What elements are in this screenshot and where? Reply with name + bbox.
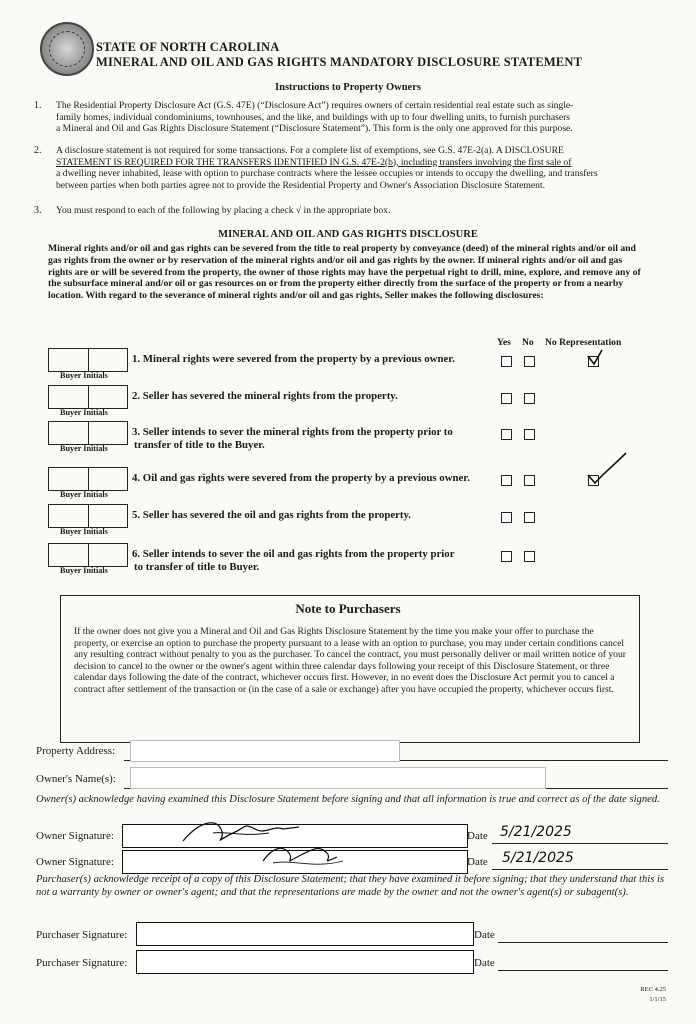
buyer-initials-label: Buyer Initials [60, 490, 108, 499]
checkbox-no[interactable] [524, 356, 535, 367]
checkbox-no[interactable] [524, 512, 535, 523]
checkbox-yes[interactable] [501, 429, 512, 440]
owner-date-line-2 [492, 869, 668, 870]
disclosure-item-2 [132, 390, 492, 403]
checkbox-yes[interactable] [501, 475, 512, 486]
instructions-title: Instructions to Property Owners [275, 82, 421, 93]
col-no-representation: No Representation [545, 337, 622, 348]
owners-name-label: Owner's Name(s): [36, 773, 116, 785]
disclosure-item-text: transfer of title to the Buyer. [134, 438, 265, 451]
instruction-1-line-3: a Mineral and Oil and Gas Rights Disclosure Statement (“Disclosure Statement”). This form is the only one approved for this purpose. [56, 123, 573, 135]
buyer-initials-cell[interactable] [89, 544, 128, 566]
purchaser-date-line-1 [498, 942, 668, 943]
buyer-initials-label: Buyer Initials [60, 527, 108, 536]
buyer-initials-cell[interactable] [89, 468, 128, 490]
buyer-initials-box[interactable] [48, 348, 128, 372]
disclosure-item-text: 6. Seller intends to sever the oil and gas rights from the property prior [132, 548, 455, 560]
form-revision: 1/1/15 [649, 996, 666, 1003]
instruction-1-number: 1. [34, 100, 42, 111]
buyer-initials-cell[interactable] [49, 386, 89, 408]
header-form-title: MINERAL AND OIL AND GAS RIGHTS MANDATORY DISCLOSURE STATEMENT [96, 55, 583, 69]
checkbox-yes[interactable] [501, 512, 512, 523]
instruction-3-number: 3. [34, 205, 42, 216]
buyer-initials-box[interactable] [48, 467, 128, 491]
purchaser-signature-label-1: Purchaser Signature: [36, 929, 128, 941]
owner-date-line-1 [492, 843, 668, 844]
buyer-initials-cell[interactable] [49, 468, 89, 490]
state-seal-icon [40, 22, 94, 76]
checkbox-yes[interactable] [501, 393, 512, 404]
purchaser-acknowledgement: Purchaser(s) acknowledge receipt of a copy of this Disclosure Statement; that they have examined it before signing; that they understand that this is not a warranty by owner or owner's agent; and that the representations are made by the owner and not the owner's agent(s) or subagent(s). [36, 874, 665, 898]
checkbox-no[interactable] [524, 551, 535, 562]
instruction-2 [56, 145, 664, 191]
instruction-1 [56, 100, 664, 135]
property-address-label: Property Address: [36, 745, 116, 757]
buyer-initials-label: Buyer Initials [60, 566, 108, 575]
buyer-initials-cell[interactable] [89, 386, 128, 408]
disclosure-item-text: 4. Oil and gas rights were severed from the property by a previous owner. [132, 472, 470, 484]
purchaser-date-line-2 [498, 970, 668, 971]
instruction-3: You must respond to each of the following by placing a check √ in the appropriate box. [56, 205, 391, 216]
purchaser-signature-2[interactable] [136, 950, 474, 974]
disclosure-item-text: 2. Seller has severed the mineral rights from the property. [132, 390, 398, 402]
buyer-initials-cell[interactable] [49, 422, 89, 444]
form-code: REC 4.25 [640, 986, 666, 993]
disclosure-item-text: 3. Seller intends to sever the mineral rights from the property prior to [132, 426, 453, 438]
checkbox-yes[interactable] [501, 356, 512, 367]
buyer-initials-cell[interactable] [89, 505, 128, 527]
checkbox-yes[interactable] [501, 551, 512, 562]
owner-date-label-1: Date [467, 830, 488, 842]
disclosure-item-text: 5. Seller has severed the oil and gas rights from the property. [132, 509, 412, 521]
disclosure-item-4 [132, 472, 492, 485]
header-state: STATE OF NORTH CAROLINA [96, 40, 280, 54]
instruction-1-line-1: The Residential Property Disclosure Act (G.S. 47E) (“Disclosure Act”) requires owners of certain residential real estate such as single- [56, 100, 574, 111]
instruction-2-line-4: between parties when both parties agree not to provide the Residential Property and Owner's Association Disclosure Statement. [56, 179, 546, 191]
purchaser-date-label-1: Date [474, 929, 495, 941]
purchaser-signature-1[interactable] [136, 922, 474, 946]
buyer-initials-cell[interactable] [49, 505, 89, 527]
instruction-2-line-1: A disclosure statement is not required for some transactions. For a complete list of exemptions, see G.S. 47E-2(a). A DISCLOSURE [56, 145, 564, 156]
purchaser-date-label-2: Date [474, 957, 495, 969]
disclosure-item-1 [132, 353, 492, 366]
disclosure-item-text: to transfer of title to Buyer. [134, 560, 260, 573]
checkbox-no[interactable] [524, 429, 535, 440]
owner-date-value-1: 5/21/2025 [500, 824, 572, 840]
owners-name-input[interactable] [130, 767, 546, 789]
buyer-initials-cell[interactable] [89, 422, 128, 444]
owner-signature-2[interactable] [122, 850, 468, 874]
owner-date-label-2: Date [467, 856, 488, 868]
buyer-initials-label: Buyer Initials [60, 444, 108, 453]
instruction-2-line-2: STATEMENT IS REQUIRED FOR THE TRANSFERS IDENTIFIED IN G.S. 47E-2(b), including transfers involving the first sale of [56, 156, 572, 168]
checkmark-icon [584, 332, 634, 368]
buyer-initials-box[interactable] [48, 543, 128, 567]
disclosure-paragraph: Mineral rights and/or oil and gas rights can be severed from the title to real property by conveyance (deed) of the mineral rights and/or oil and gas rights from the owner or by reservation of the mineral rights and/or oil and gas rights by the owner. If mineral rights and/or oil and gas rights are or will be severed from the property, the owner of those rights may have the perpetual right to drill, mine, explore, and remove any of the subsurface mineral and/or oil or gas resources on or from the property either directly from the surface of the property or from a nearby location. With regard to the severance of mineral rights and/or oil and gas rights, Seller makes the following disclosures: [48, 243, 641, 302]
checkmark-icon [584, 451, 634, 487]
owner-signature-label-1: Owner Signature: [36, 830, 114, 842]
buyer-initials-box[interactable] [48, 421, 128, 445]
owner-date-value-2: 5/21/2025 [502, 850, 574, 866]
col-yes: Yes [497, 337, 511, 348]
instruction-2-number: 2. [34, 145, 42, 156]
note-paragraph: If the owner does not give you a Mineral and Oil and Gas Rights Disclosure Statement by the time you make your offer to purchase the property, or exercise an option to purchase the property pursuant to a lease with an option to purchase, you may under certain conditions cancel any resulting contract without penalty to you as the purchaser. To cancel the contract, you must personally deliver or mail written notice of your decision to cancel to the owner or the owner's agent within three calendar days following your receipt of this Disclosure Statement, or three calendar days following the date of the contract, whichever occurs first. However, in no event does the Disclosure Act permit you to cancel a contract after settlement of the transaction or (in the case of a sale or exchange) after you have occupied the property, whichever occurs first. [74, 626, 626, 695]
instruction-2-line-3: a dwelling never inhabited, lease with option to purchase contracts where the lessee occupies or intends to occupy the dwelling, and transfers [56, 168, 598, 180]
property-address-input[interactable] [130, 740, 400, 762]
disclosure-title: MINERAL AND OIL AND GAS RIGHTS DISCLOSURE [218, 229, 478, 240]
buyer-initials-box[interactable] [48, 385, 128, 409]
col-no: No [522, 337, 534, 348]
owner-signature-1-drawing [123, 819, 467, 843]
buyer-initials-cell[interactable] [49, 349, 89, 371]
owner-signature-2-drawing [123, 843, 467, 867]
checkbox-no[interactable] [524, 475, 535, 486]
buyer-initials-cell[interactable] [89, 349, 128, 371]
instruction-1-line-2: family homes, individual condominiums, townhouses, and the like, and buildings with up to four dwelling units, to furnish purchasers [56, 111, 571, 123]
buyer-initials-box[interactable] [48, 504, 128, 528]
buyer-initials-label: Buyer Initials [60, 371, 108, 380]
purchaser-signature-label-2: Purchaser Signature: [36, 957, 128, 969]
checkbox-no[interactable] [524, 393, 535, 404]
buyer-initials-cell[interactable] [49, 544, 89, 566]
disclosure-item-5 [132, 509, 492, 522]
buyer-initials-label: Buyer Initials [60, 408, 108, 417]
disclosure-item-6 [132, 548, 492, 573]
disclosure-item-3 [132, 426, 492, 451]
owner-acknowledgement: Owner(s) acknowledge having examined this Disclosure Statement before signing and that all information is true and correct as of the date signed. [36, 794, 660, 805]
disclosure-item-text: 1. Mineral rights were severed from the property by a previous owner. [132, 353, 455, 365]
owner-signature-label-2: Owner Signature: [36, 856, 114, 868]
note-title: Note to Purchasers [295, 601, 401, 616]
